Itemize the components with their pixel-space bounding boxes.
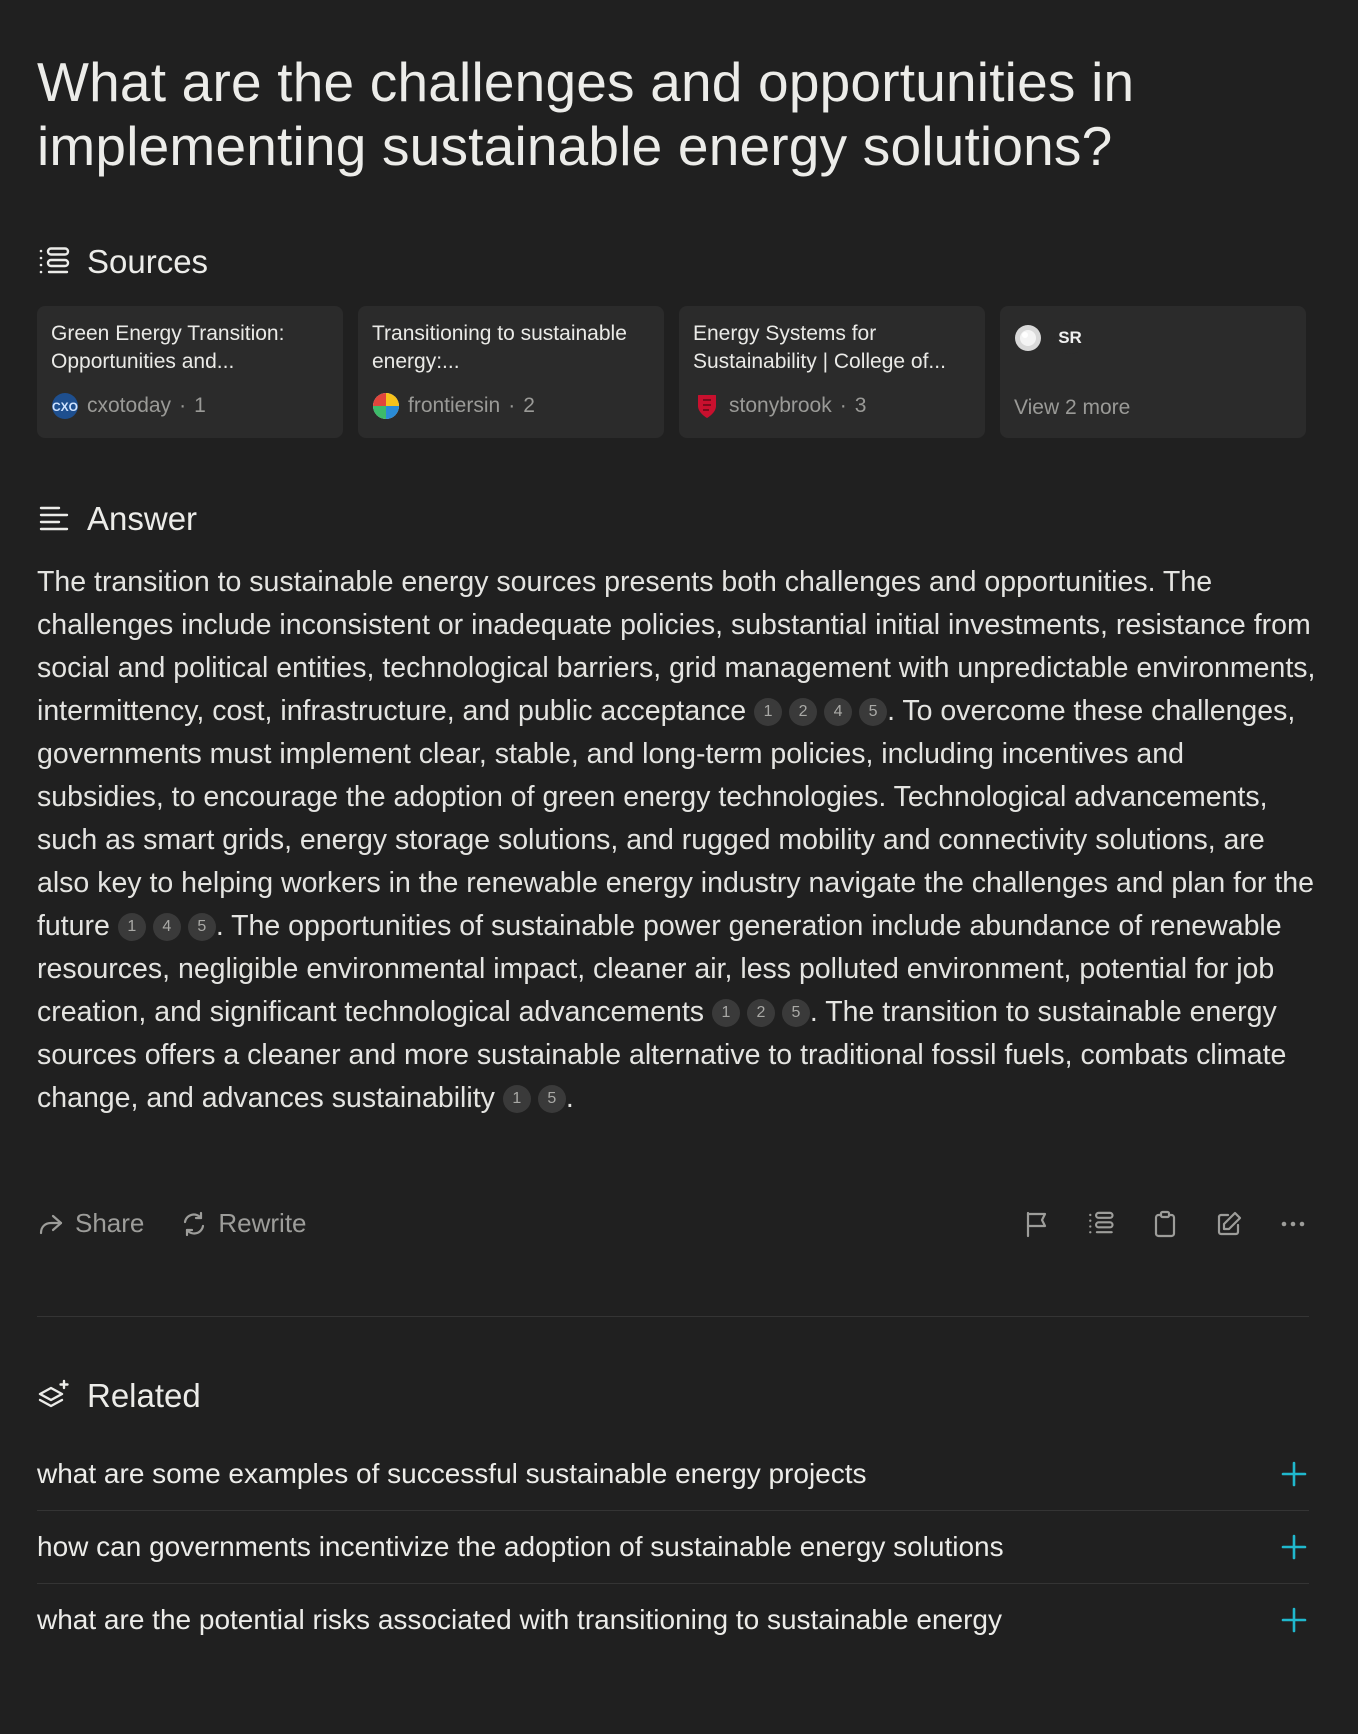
answer-icon [37, 503, 71, 535]
flag-button[interactable] [1021, 1208, 1053, 1240]
meta-dot: · [508, 394, 516, 417]
source-site: cxotoday [87, 394, 172, 417]
clipboard-icon [1153, 1210, 1177, 1238]
answer-actions-right [1021, 1208, 1309, 1240]
plus-icon[interactable] [1279, 1459, 1309, 1489]
citation-group [503, 1082, 566, 1114]
answer-text: . To overcome these challenges, governments must implement clear, stable, and long-term policies, including incentives and subsidies, to encourage the adoption of green energy technologies. Technological advancements, such as smart grids, energy storage solutions, and rugged mobility and connectivity solutions, are also key to helping workers in the renewable energy industry navigate the challenges and plan for the future [37, 695, 1314, 942]
frontiersin-favicon-icon [372, 392, 400, 420]
source-site: stonybrook [729, 394, 832, 417]
more-options-button[interactable] [1277, 1208, 1309, 1240]
citation-group [754, 695, 887, 727]
source-site: frontiersin [408, 394, 501, 417]
answer-body [37, 561, 1317, 1120]
citation-badge[interactable]: 1 [754, 698, 782, 726]
related-question: how can governments incentivize the adoption of sustainable energy solutions [37, 1531, 1004, 1562]
copy-button[interactable] [1149, 1208, 1181, 1240]
cxotoday-favicon-icon [51, 392, 79, 420]
related-item[interactable] [37, 1438, 1309, 1511]
globe-favicon-icon [1014, 324, 1042, 352]
source-card[interactable] [358, 306, 664, 438]
plus-icon[interactable] [1279, 1532, 1309, 1562]
source-index: 3 [854, 394, 867, 417]
edit-button[interactable] [1213, 1208, 1245, 1240]
plus-icon[interactable] [1279, 1605, 1309, 1635]
more-icon [1280, 1220, 1306, 1228]
related-list [37, 1438, 1309, 1656]
source-index: 1 [194, 394, 206, 417]
sources-heading-label: Sources [87, 243, 209, 280]
source-card[interactable] [37, 306, 343, 438]
sources-list-icon [1087, 1210, 1115, 1238]
sr-badge: SR [1054, 322, 1086, 354]
related-question: what are some examples of successful sustainable energy projects [37, 1458, 867, 1489]
sources-heading [37, 243, 208, 281]
edit-icon [1215, 1210, 1243, 1238]
view-sources-button[interactable] [1085, 1208, 1117, 1240]
related-item[interactable] [37, 1584, 1309, 1656]
stonybrook-favicon-icon [693, 392, 721, 420]
answer-text: The transition to sustainable energy sources presents both challenges and opportunities. The challenges include inconsistent or inadequate policies, substantial initial investments, resistance from social and political entities, technological barriers, grid management with unpredictable environments, intermittency, cost, infrastructure, and public acceptance [37, 566, 1316, 727]
citation-badge[interactable]: 1 [712, 999, 740, 1027]
share-button[interactable] [37, 1208, 144, 1239]
view-more-card[interactable] [1000, 306, 1306, 438]
source-index: 2 [523, 394, 535, 417]
citation-badge[interactable]: 5 [188, 913, 216, 941]
answer-text: . The opportunities of sustainable power generation include abundance of renewable resources, negligible environmental impact, cleaner air, less polluted environment, potential for job creation, and significant technological advancements [37, 910, 1282, 1028]
citation-badge[interactable]: 4 [153, 913, 181, 941]
sources-icon [37, 246, 71, 278]
related-heading-label: Related [87, 1377, 201, 1414]
citation-group [712, 996, 810, 1028]
answer-actions-left [37, 1208, 307, 1239]
citation-badge[interactable]: 5 [538, 1085, 566, 1113]
source-card-meta [693, 392, 866, 420]
answer-text: . The transition to sustainable energy sources offers a cleaner and more sustainable alternative to traditional fossil fuels, combats climate change, and advances sustainability [37, 996, 1287, 1114]
citation-badge[interactable]: 2 [747, 999, 775, 1027]
answer-heading [37, 500, 197, 538]
section-divider [37, 1316, 1309, 1317]
citation-badge[interactable]: 5 [859, 698, 887, 726]
related-item[interactable] [37, 1511, 1309, 1584]
rewrite-icon [180, 1210, 208, 1238]
more-sources-icons [1014, 322, 1292, 354]
answer-heading-label: Answer [87, 500, 198, 537]
share-icon [37, 1210, 65, 1238]
source-card-title: Energy Systems for Sustainability | College of... [693, 322, 946, 373]
source-card-meta [372, 392, 535, 420]
view-more-label: View 2 more [1014, 396, 1131, 419]
source-card-meta [51, 392, 206, 420]
citation-group [118, 910, 216, 942]
meta-dot: · [179, 394, 187, 417]
citation-badge[interactable]: 1 [503, 1085, 531, 1113]
citation-badge[interactable]: 5 [782, 999, 810, 1027]
page-title: What are the challenges and opportunities in implementing sustainable energy solutions? [37, 51, 1135, 177]
citation-badge[interactable]: 1 [118, 913, 146, 941]
related-question: what are the potential risks associated with transitioning to sustainable energy [37, 1604, 1002, 1635]
flag-icon [1024, 1210, 1050, 1238]
source-card-title: Transitioning to sustainable energy:... [372, 322, 627, 373]
rewrite-button[interactable] [180, 1208, 306, 1239]
share-label: Share [75, 1208, 145, 1238]
answer-text-tail: . [565, 1082, 574, 1114]
source-card-title: Green Energy Transition: Opportunities and... [51, 322, 285, 373]
related-heading [37, 1377, 201, 1415]
source-card[interactable] [679, 306, 985, 438]
related-icon [37, 1379, 71, 1413]
rewrite-label: Rewrite [218, 1208, 307, 1238]
answer-actions [37, 1208, 1309, 1248]
svg-text:CXO: CXO [51, 400, 79, 414]
meta-dot: · [839, 394, 847, 417]
citation-badge[interactable]: 2 [789, 698, 817, 726]
citation-badge[interactable]: 4 [824, 698, 852, 726]
source-cards [37, 306, 1306, 438]
